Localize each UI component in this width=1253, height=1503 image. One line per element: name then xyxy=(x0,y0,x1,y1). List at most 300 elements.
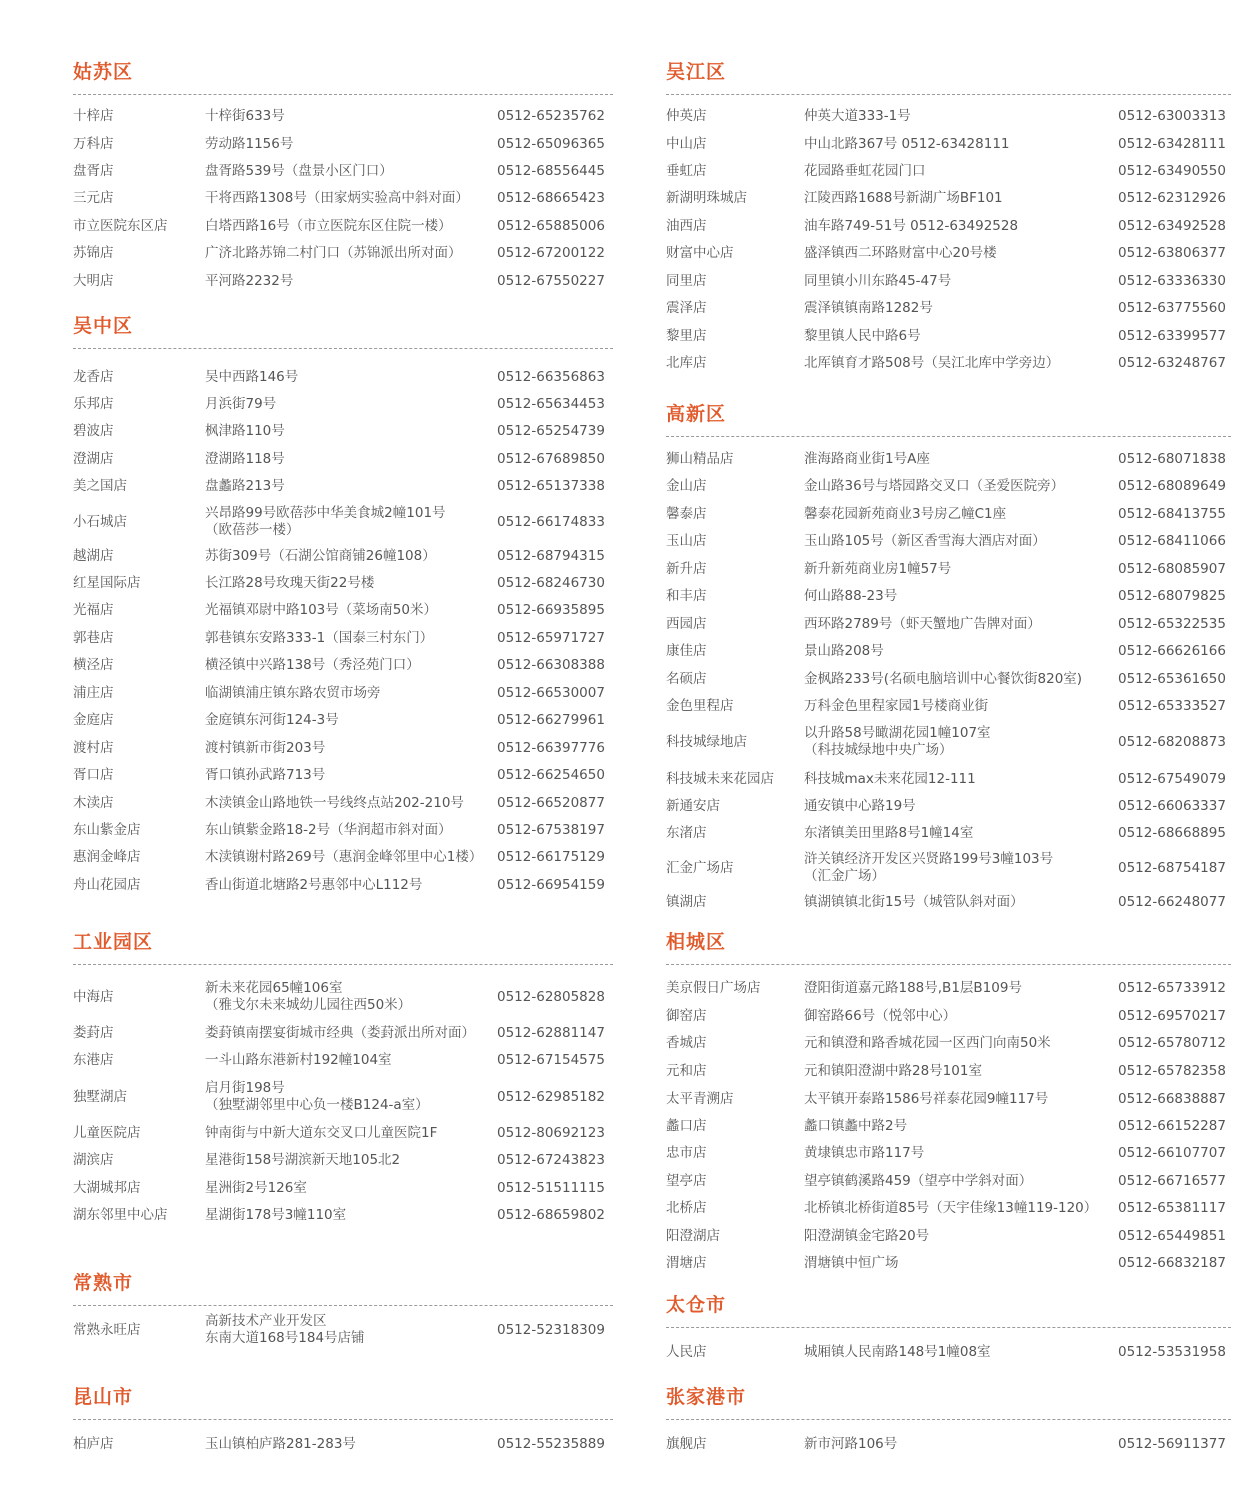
store-phone: 0512-65137338 xyxy=(497,477,605,494)
store-phone: 0512-66279961 xyxy=(497,711,605,728)
store-address-line: 东渚镇美田里路8号1幢14室 xyxy=(804,824,974,841)
store-phone: 0512-69570217 xyxy=(1118,1007,1226,1024)
store-name: 郭巷店 xyxy=(73,629,114,646)
store-address-line: 星洲街2号126室 xyxy=(205,1179,307,1196)
store-address xyxy=(804,1436,897,1453)
store-phone: 0512-66832187 xyxy=(1118,1254,1226,1271)
store-name: 木渎店 xyxy=(73,794,114,811)
store-address xyxy=(205,218,452,235)
store-phone: 0512-65780712 xyxy=(1118,1034,1226,1051)
store-name: 香城店 xyxy=(666,1034,707,1051)
store-name: 儿童医院店 xyxy=(73,1124,141,1141)
store-address-line: 干将西路1308号（田家炳实验高中斜对面） xyxy=(205,189,469,206)
store-phone: 0512-68089649 xyxy=(1118,477,1226,494)
store-name: 湖东邻里中心店 xyxy=(73,1206,168,1223)
district-title: 常熟市 xyxy=(73,1272,134,1294)
store-address xyxy=(804,533,1046,550)
store-address xyxy=(804,643,884,660)
store-phone: 0512-65333527 xyxy=(1118,697,1226,714)
store-address xyxy=(205,630,433,647)
store-address-line: （独墅湖邻里中心负一楼B124-a室） xyxy=(205,1097,429,1113)
store-address-line: 苏街309号（石湖公馆商铺26幢108） xyxy=(205,547,436,564)
store-phone: 0512-66356863 xyxy=(497,368,605,385)
store-name: 柏庐店 xyxy=(73,1435,114,1452)
store-address xyxy=(804,273,951,290)
store-address-line: 太平镇开泰路1586号祥泰花园9幢117号 xyxy=(804,1090,1049,1107)
store-address-line: 兴昂路99号欧蓓莎中华美食城2幢101号 xyxy=(205,505,446,521)
store-address-line: 星港街158号湖滨新天地105北2 xyxy=(205,1151,401,1168)
store-address xyxy=(205,767,325,784)
store-address xyxy=(205,657,420,674)
store-name: 舟山花园店 xyxy=(73,876,141,893)
store-phone: 0512-67550227 xyxy=(497,272,605,289)
store-phone: 0512-63248767 xyxy=(1118,354,1226,371)
store-address xyxy=(804,190,1003,207)
store-name: 美京假日广场店 xyxy=(666,979,761,996)
store-address-line: 盘胥路539号（盘景小区门口） xyxy=(205,162,393,179)
store-phone: 0512-65381117 xyxy=(1118,1199,1226,1216)
store-phone: 0512-68556445 xyxy=(497,162,605,179)
store-phone: 0512-62805828 xyxy=(497,989,605,1005)
store-name: 仲英店 xyxy=(666,107,707,124)
district-title: 昆山市 xyxy=(73,1386,134,1408)
store-address xyxy=(804,1035,1051,1052)
store-address xyxy=(205,980,411,1014)
store-address-line: 望亭镇鹤溪路459（望亭中学斜对面） xyxy=(804,1172,1033,1189)
store-phone: 0512-62881147 xyxy=(497,1024,605,1041)
store-address xyxy=(205,1313,365,1347)
store-address xyxy=(205,1025,475,1042)
store-address-line: 渡村镇新市街203号 xyxy=(205,739,326,756)
store-name: 科技城未来花园店 xyxy=(666,770,774,787)
store-address xyxy=(205,602,437,619)
store-address xyxy=(804,1118,907,1135)
store-address xyxy=(804,300,933,317)
store-address xyxy=(205,1080,429,1114)
store-address-line: 馨泰花园新苑商业3号房乙幢C1座 xyxy=(804,505,1007,522)
store-name: 碧波店 xyxy=(73,422,114,439)
store-address-line: （雅戈尔未来城幼儿园往西50米） xyxy=(205,997,412,1013)
store-name: 苏锦店 xyxy=(73,244,114,261)
district-title: 太仓市 xyxy=(666,1294,727,1316)
store-phone: 0512-68665423 xyxy=(497,189,605,206)
store-address-line: 娄葑镇南摆宴街城市经典（娄葑派出所对面） xyxy=(205,1024,475,1041)
store-phone: 0512-63003313 xyxy=(1118,107,1226,124)
store-name: 澄湖店 xyxy=(73,450,114,467)
store-address xyxy=(205,108,285,125)
store-address-line: 淮海路商业街1号A座 xyxy=(804,450,930,467)
store-phone: 0512-62985182 xyxy=(497,1089,605,1105)
store-name: 黎里店 xyxy=(666,327,707,344)
store-address-line: 浒关镇经济开发区兴贤路199号3幢103号 xyxy=(804,851,1054,867)
store-phone: 0512-65885006 xyxy=(497,217,605,234)
store-address-line: 金山路36号与塔园路交叉口（圣爱医院旁） xyxy=(804,477,1065,494)
store-phone: 0512-65096365 xyxy=(497,135,605,152)
district-title: 高新区 xyxy=(666,403,727,425)
store-address xyxy=(205,575,374,592)
store-name: 中海店 xyxy=(73,989,114,1005)
store-name: 越湖店 xyxy=(73,547,114,564)
store-address xyxy=(804,671,1082,688)
store-address xyxy=(804,725,991,759)
store-phone: 0512-68754187 xyxy=(1118,860,1226,876)
district-title: 姑苏区 xyxy=(73,61,134,83)
store-address-line: 星湖街178号3幢110室 xyxy=(205,1206,347,1223)
store-address xyxy=(205,740,325,757)
store-address xyxy=(205,849,482,866)
store-address xyxy=(804,1255,899,1272)
store-name: 渡村店 xyxy=(73,739,114,756)
store-address-line: 临湖镇浦庄镇东路农贸市场旁 xyxy=(205,684,381,701)
store-phone: 0512-68668895 xyxy=(1118,824,1226,841)
store-name: 康佳店 xyxy=(666,642,707,659)
store-address xyxy=(205,1207,346,1224)
store-address-line: 东山镇紫金路18-2号（华润超市斜对面） xyxy=(205,821,452,838)
store-address xyxy=(205,1125,437,1142)
store-name: 万科店 xyxy=(73,135,114,152)
store-phone: 0512-66063337 xyxy=(1118,797,1226,814)
store-address xyxy=(804,771,976,788)
store-name: 西园店 xyxy=(666,615,707,632)
store-address xyxy=(804,218,1018,235)
store-address-line: 北厍镇育才路508号（吴江北库中学旁边） xyxy=(804,354,1060,371)
store-address-line: 新升新苑商业房1幢57号 xyxy=(804,560,952,577)
store-name: 科技城绿地店 xyxy=(666,734,747,750)
store-address-line: （欧蓓莎一楼） xyxy=(205,522,300,538)
store-name: 新升店 xyxy=(666,560,707,577)
store-address xyxy=(804,1228,929,1245)
store-address-line: 平河路2232号 xyxy=(205,272,294,289)
store-name: 金庭店 xyxy=(73,711,114,728)
store-address xyxy=(205,451,285,468)
store-phone: 0512-67689850 xyxy=(497,450,605,467)
store-name: 美之国店 xyxy=(73,477,127,494)
store-name: 和丰店 xyxy=(666,587,707,604)
store-name: 胥口店 xyxy=(73,766,114,783)
store-address xyxy=(205,712,339,729)
store-phone: 0512-65361650 xyxy=(1118,670,1226,687)
dashed-divider xyxy=(666,1419,1231,1420)
store-phone: 0512-66716577 xyxy=(1118,1172,1226,1189)
store-address xyxy=(205,163,393,180)
store-address-line: 胥口镇孙武路713号 xyxy=(205,766,326,783)
store-name: 横泾店 xyxy=(73,656,114,673)
store-name: 阳澄湖店 xyxy=(666,1227,720,1244)
store-phone: 0512-68079825 xyxy=(1118,587,1226,604)
store-address-line: 澄湖路118号 xyxy=(205,450,285,467)
store-address-line: 月浜街79号 xyxy=(205,395,277,412)
store-address-line: 阳澄湖镇金宅路20号 xyxy=(804,1227,930,1244)
store-name: 旗舰店 xyxy=(666,1435,707,1452)
store-address-line: 启月街198号 xyxy=(205,1080,285,1096)
store-name: 东渚店 xyxy=(666,824,707,841)
store-address-line: 新未来花园65幢106室 xyxy=(205,980,343,996)
district-title: 工业园区 xyxy=(73,931,154,953)
store-address-line: 油车路749-51号 0512-63492528 xyxy=(804,217,1019,234)
store-address-line: 黄埭镇忠市路117号 xyxy=(804,1144,925,1161)
store-address-line: 科技城max未来花园12-111 xyxy=(804,770,976,787)
store-address-line: 以升路58号瞰湖花园1幢107室 xyxy=(804,725,991,741)
store-name: 东山紫金店 xyxy=(73,821,141,838)
store-phone: 0512-68794315 xyxy=(497,547,605,564)
store-address xyxy=(205,505,446,539)
store-phone: 0512-65322535 xyxy=(1118,615,1226,632)
store-address xyxy=(205,795,464,812)
store-phone: 0512-65733912 xyxy=(1118,979,1226,996)
store-address-line: 木渎镇谢村路269号（惠润金峰邻里中心1楼） xyxy=(205,848,483,865)
store-phone: 0512-66175129 xyxy=(497,848,605,865)
store-address-line: 花园路垂虹花园门口 xyxy=(804,162,926,179)
store-address xyxy=(205,685,381,702)
store-name: 大湖城邦店 xyxy=(73,1179,141,1196)
store-address xyxy=(804,1145,924,1162)
store-name: 光福店 xyxy=(73,601,114,618)
store-address xyxy=(205,822,452,839)
store-address-line: （科技城绿地中央广场） xyxy=(804,742,953,758)
store-name: 常熟永旺店 xyxy=(73,1322,141,1338)
store-address xyxy=(804,1008,956,1025)
store-name: 名硕店 xyxy=(666,670,707,687)
district-title: 吴江区 xyxy=(666,61,727,83)
store-name: 狮山精品店 xyxy=(666,450,734,467)
store-address-line: 白塔西路16号（市立医院东区住院一楼） xyxy=(205,217,452,234)
store-phone: 0512-67549079 xyxy=(1118,770,1226,787)
store-address-line: 一斗山路东港新村192幢104室 xyxy=(205,1051,392,1068)
store-phone: 0512-68071838 xyxy=(1118,450,1226,467)
store-address xyxy=(205,1436,356,1453)
store-name: 蠡口店 xyxy=(666,1117,707,1134)
store-address xyxy=(804,136,1010,153)
store-address-line: 玉山镇柏庐路281-283号 xyxy=(205,1435,356,1452)
store-name: 乐邦店 xyxy=(73,395,114,412)
store-address xyxy=(804,588,897,605)
store-address-line: 蠡口镇蠡中路2号 xyxy=(804,1117,908,1134)
store-phone: 0512-63492528 xyxy=(1118,217,1226,234)
store-phone: 0512-62312926 xyxy=(1118,189,1226,206)
store-name: 湖滨店 xyxy=(73,1151,114,1168)
store-address xyxy=(804,980,1022,997)
store-name: 油西店 xyxy=(666,217,707,234)
store-phone: 0512-56911377 xyxy=(1118,1435,1226,1452)
store-phone: 0512-67538197 xyxy=(497,821,605,838)
store-name: 中山店 xyxy=(666,135,707,152)
store-phone: 0512-53531958 xyxy=(1118,1343,1226,1360)
store-phone: 0512-68659802 xyxy=(497,1206,605,1223)
store-name: 十梓店 xyxy=(73,107,114,124)
district-title: 张家港市 xyxy=(666,1386,747,1408)
store-address xyxy=(205,478,285,495)
store-name: 垂虹店 xyxy=(666,162,707,179)
store-phone: 0512-63775560 xyxy=(1118,299,1226,316)
store-phone: 0512-66152287 xyxy=(1118,1117,1226,1134)
store-phone: 0512-67200122 xyxy=(497,244,605,261)
store-phone: 0512-66174833 xyxy=(497,514,605,530)
store-address xyxy=(205,423,285,440)
store-name: 东港店 xyxy=(73,1051,114,1068)
store-name: 独墅湖店 xyxy=(73,1089,127,1105)
store-name: 市立医院东区店 xyxy=(73,217,168,234)
store-address xyxy=(804,1200,1097,1217)
store-address-line: 御窑路66号（悦邻中心） xyxy=(804,1007,957,1024)
store-address-line: 木渎镇金山路地铁一号线终点站202-210号 xyxy=(205,794,464,811)
store-address-line: 十梓街633号 xyxy=(205,107,285,124)
store-address xyxy=(804,825,973,842)
store-phone: 0512-65782358 xyxy=(1118,1062,1226,1079)
store-address xyxy=(205,369,298,386)
store-address xyxy=(205,396,276,413)
store-name: 同里店 xyxy=(666,272,707,289)
store-phone: 0512-80692123 xyxy=(497,1124,605,1141)
store-phone: 0512-51511115 xyxy=(497,1179,605,1196)
store-name: 金山店 xyxy=(666,477,707,494)
store-name: 浦庄店 xyxy=(73,684,114,701)
store-name: 娄葑店 xyxy=(73,1024,114,1041)
store-phone: 0512-63490550 xyxy=(1118,162,1226,179)
store-address-line: 东南大道168号184号店铺 xyxy=(205,1330,365,1346)
store-address xyxy=(804,698,988,715)
store-address-line: 仲英大道333-1号 xyxy=(804,107,911,124)
store-phone: 0512-65235762 xyxy=(497,107,605,124)
store-address-line: 玉山路105号（新区香雪海大酒店对面） xyxy=(804,532,1046,549)
store-phone: 0512-63399577 xyxy=(1118,327,1226,344)
dashed-divider xyxy=(666,436,1231,437)
store-phone: 0512-68411066 xyxy=(1118,532,1226,549)
store-address xyxy=(205,136,293,153)
store-address-line: 澄阳街道嘉元路188号,B1层B109号 xyxy=(804,979,1022,996)
store-address xyxy=(205,1052,392,1069)
store-address xyxy=(804,328,921,345)
store-phone: 0512-66308388 xyxy=(497,656,605,673)
store-phone: 0512-68413755 xyxy=(1118,505,1226,522)
dashed-divider xyxy=(73,964,613,965)
store-address-line: 江陵西路1688号新湖广场BF101 xyxy=(804,189,1003,206)
store-name: 新通安店 xyxy=(666,797,720,814)
dashed-divider xyxy=(666,94,1231,95)
store-name: 盘胥店 xyxy=(73,162,114,179)
store-address xyxy=(804,245,997,262)
store-address xyxy=(205,1180,307,1197)
store-name: 北库店 xyxy=(666,354,707,371)
store-name: 三元店 xyxy=(73,189,114,206)
dashed-divider xyxy=(73,348,613,349)
store-phone: 0512-66520877 xyxy=(497,794,605,811)
store-phone: 0512-67243823 xyxy=(497,1151,605,1168)
store-address-line: 横泾镇中兴路138号（秀泾苑门口） xyxy=(205,656,420,673)
store-name: 新湖明珠城店 xyxy=(666,189,747,206)
store-phone: 0512-55235889 xyxy=(497,1435,605,1452)
store-name: 人民店 xyxy=(666,1343,707,1360)
store-phone: 0512-65634453 xyxy=(497,395,605,412)
store-address xyxy=(804,163,926,180)
store-phone: 0512-66397776 xyxy=(497,739,605,756)
store-phone: 0512-52318309 xyxy=(497,1322,605,1338)
store-address-line: 景山路208号 xyxy=(804,642,884,659)
store-address xyxy=(804,1063,982,1080)
store-address xyxy=(804,616,1041,633)
store-phone: 0512-63428111 xyxy=(1118,135,1226,152)
store-address xyxy=(205,190,469,207)
store-address-line: 广济北路苏锦二村门口（苏锦派出所对面） xyxy=(205,244,462,261)
store-address xyxy=(804,478,1064,495)
store-name: 财富中心店 xyxy=(666,244,734,261)
store-name: 惠润金峰店 xyxy=(73,848,141,865)
store-address-line: （汇金广场） xyxy=(804,868,885,884)
store-address-line: 同里镇小川东路45-47号 xyxy=(804,272,952,289)
store-phone: 0512-65254739 xyxy=(497,422,605,439)
store-name: 太平青溯店 xyxy=(666,1090,734,1107)
store-name: 忠市店 xyxy=(666,1144,707,1161)
store-address-line: 西环路2789号（虾天蟹地广告牌对面） xyxy=(804,615,1041,632)
store-address-line: 钟南街与中新大道东交叉口儿童医院1F xyxy=(205,1124,438,1141)
store-address-line: 渭塘镇中恒广场 xyxy=(804,1254,899,1271)
dashed-divider xyxy=(73,1419,613,1420)
store-address-line: 金枫路233号(名硕电脑培训中心餐饮街820室) xyxy=(804,670,1083,687)
store-name: 汇金广场店 xyxy=(666,860,734,876)
district-title: 吴中区 xyxy=(73,315,134,337)
store-address xyxy=(205,877,422,894)
store-address-line: 万科金色里程家园1号楼商业街 xyxy=(804,697,989,714)
store-phone: 0512-66838887 xyxy=(1118,1090,1226,1107)
store-phone: 0512-68208873 xyxy=(1118,734,1226,750)
store-name: 震泽店 xyxy=(666,299,707,316)
store-name: 镇湖店 xyxy=(666,893,707,910)
store-address xyxy=(804,108,911,125)
store-address-line: 元和镇阳澄湖中路28号101室 xyxy=(804,1062,982,1079)
store-address xyxy=(804,451,930,468)
store-name: 元和店 xyxy=(666,1062,707,1079)
store-phone: 0512-66954159 xyxy=(497,876,605,893)
store-name: 望亭店 xyxy=(666,1172,707,1189)
store-address-line: 中山北路367号 0512-63428111 xyxy=(804,135,1010,152)
store-phone: 0512-66626166 xyxy=(1118,642,1226,659)
store-name: 渭塘店 xyxy=(666,1254,707,1271)
store-phone: 0512-66248077 xyxy=(1118,893,1226,910)
store-name: 金色里程店 xyxy=(666,697,734,714)
store-address-line: 长江路28号玫瑰天街22号楼 xyxy=(205,574,375,591)
store-name: 御窑店 xyxy=(666,1007,707,1024)
store-phone: 0512-65971727 xyxy=(497,629,605,646)
store-phone: 0512-63806377 xyxy=(1118,244,1226,261)
store-address xyxy=(804,355,1059,372)
store-name: 玉山店 xyxy=(666,532,707,549)
store-address-line: 何山路88-23号 xyxy=(804,587,898,604)
store-address xyxy=(205,548,436,565)
store-name: 龙香店 xyxy=(73,368,114,385)
store-phone: 0512-66935895 xyxy=(497,601,605,618)
store-name: 红星国际店 xyxy=(73,574,141,591)
store-address-line: 城厢镇人民南路148号1幢08室 xyxy=(804,1343,991,1360)
store-address-line: 郭巷镇东安路333-1（国泰三村东门） xyxy=(205,629,434,646)
store-address-line: 元和镇澄和路香城花园一区西门向南50米 xyxy=(804,1034,1051,1051)
store-address-line: 镇湖镇镇北街15号（城管队斜对面） xyxy=(804,893,1024,910)
store-name: 北桥店 xyxy=(666,1199,707,1216)
store-phone: 0512-65449851 xyxy=(1118,1227,1226,1244)
dashed-divider xyxy=(666,1327,1231,1328)
store-address-line: 黎里镇人民中路6号 xyxy=(804,327,921,344)
store-phone: 0512-63336330 xyxy=(1118,272,1226,289)
dashed-divider xyxy=(73,1305,613,1306)
store-address-line: 吴中西路146号 xyxy=(205,368,299,385)
store-phone: 0512-68085907 xyxy=(1118,560,1226,577)
store-address xyxy=(804,506,1006,523)
store-phone: 0512-66107707 xyxy=(1118,1144,1226,1161)
store-phone: 0512-66530007 xyxy=(497,684,605,701)
store-address-line: 盛泽镇西二环路财富中心20号楼 xyxy=(804,244,997,261)
store-address-line: 通安镇中心路19号 xyxy=(804,797,916,814)
store-address-line: 枫津路110号 xyxy=(205,422,285,439)
store-name: 小石城店 xyxy=(73,514,127,530)
store-phone: 0512-66254650 xyxy=(497,766,605,783)
